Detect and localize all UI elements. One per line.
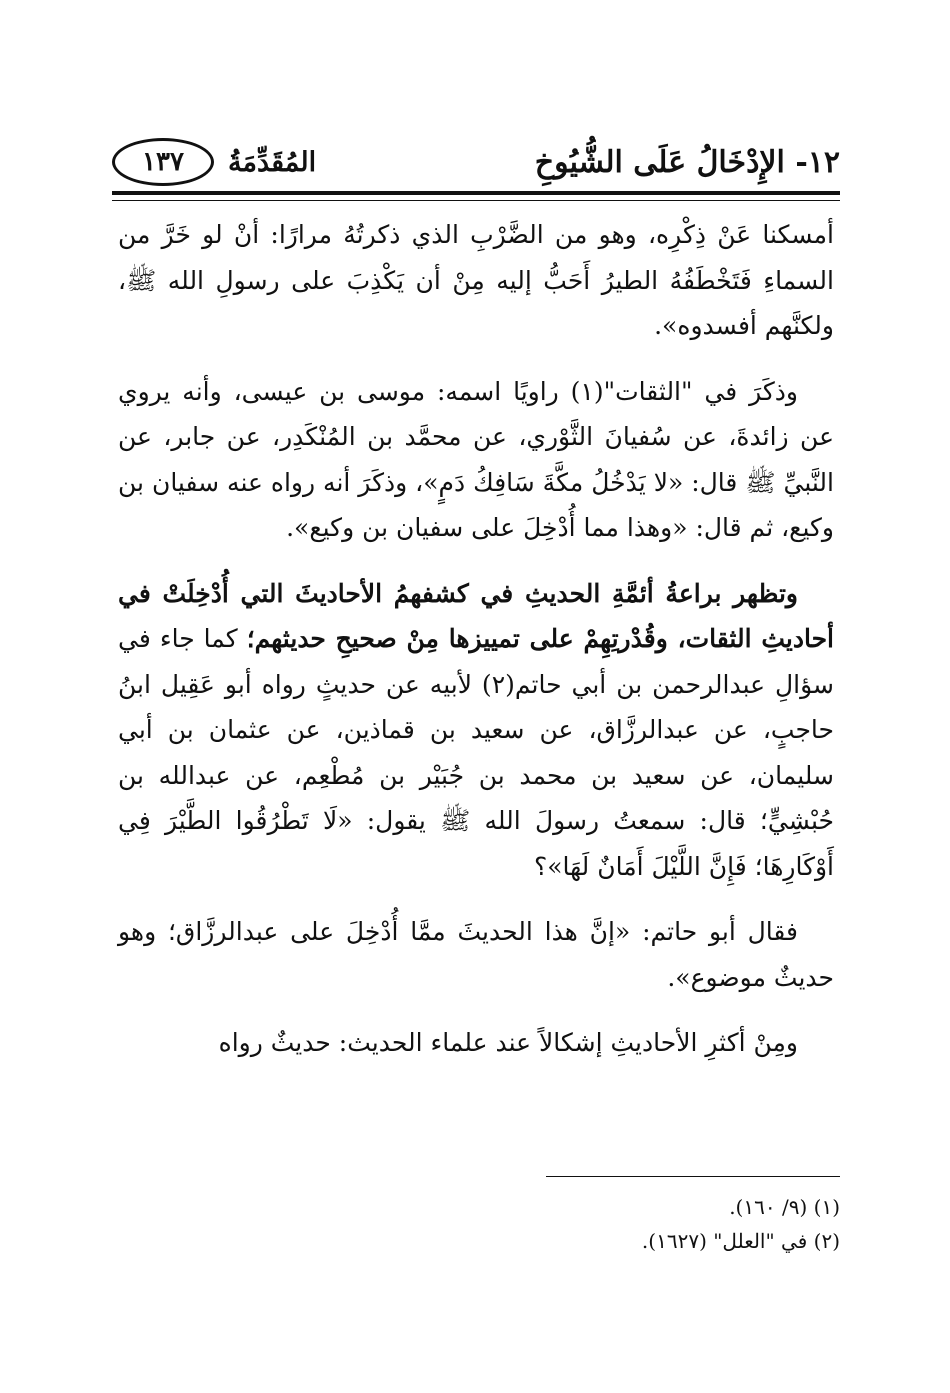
header-rule-thin [112,200,840,201]
paragraph-text: كما جاء في سؤالِ عبدالرحمن بن أبي حاتم(٢) لأبيه عن حديثٍ رواه أبو عَقِيل ابنُ حاجبٍ، عن عبدالرزَّاق، عن سعيد بن قماذين، عن عثمان بن أبي سليمان، عن سعيد بن محمد بن جُبَيْر بن مُطْعِم، عن عبدالله بن حُبْشِيٍّ؛ قال: سمعتُ رسولَ الله ﷺ يقول: «لَا تَطْرُقُوا الطَّيْرَ فِي أَوْكَارِهَا؛ فَإِنَّ اللَّيْلَ أَمَانٌ لَهَا»؟ [118,624,834,881]
section-name: المُقَدِّمَةُ [228,146,317,178]
footnote-1: (١) (٩/ ١٦٠). [729,1195,840,1219]
chapter-title: ١٢- الإِدْخَالُ عَلَى الشُّيُوخِ [534,144,840,180]
page-header [112,138,840,186]
paragraph-3 [118,571,834,890]
paragraph-bold-lead: وتظهر براعةُ أئمَّةِ الحديثِ في كشفهمُ الأحاديثَ التي أُدْخِلَتْ في أحاديثِ الثقات، وقُدْرتِهِمْ على تمييزها مِنْ صحيحِ حديثهم؛ [118,578,834,653]
footnotes [400,1190,840,1258]
header-left-group [112,138,316,186]
paragraph-1 [118,212,834,349]
footnote-2: (٢) في "العلل" (١٦٢٧). [641,1229,840,1253]
paragraph-text: وذكَرَ في "الثقات"(١) راويًا اسمه: موسى بن عيسى، وأنه يروي عن زائدةَ، عن سُفيانَ الثَّوْري، عن محمَّد بن المُنْكَدِر، عن جابر، عن النَّبيِّ ﷺ قال: «لا يَدْخُلُ مكَّةَ سَافِكُ دَمٍ»، وذكَرَ أنه رواه عنه سفيان بن وكيع، ثم قال: «وهذا مما أُدْخِلَ على سفيان بن وكيع». [118,376,834,542]
main-text [118,212,834,1086]
paragraph-text: فقال أبو حاتم: «إنَّ هذا الحديثَ ممَّا أُدْخِلَ على عبدالرزَّاق؛ وهو حديثٌ موضوع». [118,917,834,992]
paragraph-text: ومِنْ أكثرِ الأحاديثِ إشكالاً عند علماء الحديث: حديثٌ رواه [218,1028,798,1057]
page-number: ١٣٧ [112,138,214,186]
paragraph-4 [118,909,834,1000]
paragraph-5 [118,1020,834,1066]
header-rule-thick [112,191,840,195]
paragraph-2 [118,369,834,551]
footnote-divider [546,1176,840,1177]
paragraph-text: أمسكنا عَنْ ذِكْرِه، وهو من الضَّرْبِ الذي ذكرتُهُ مرارًا: أنْ لو خَرَّ من السماءِ فَتَخْطَفُهُ الطيرُ أَحَبُّ إليه مِنْ أن يَكْذِبَ على رسولِ الله ﷺ، ولكنَّهم أفسدوه». [118,220,834,340]
